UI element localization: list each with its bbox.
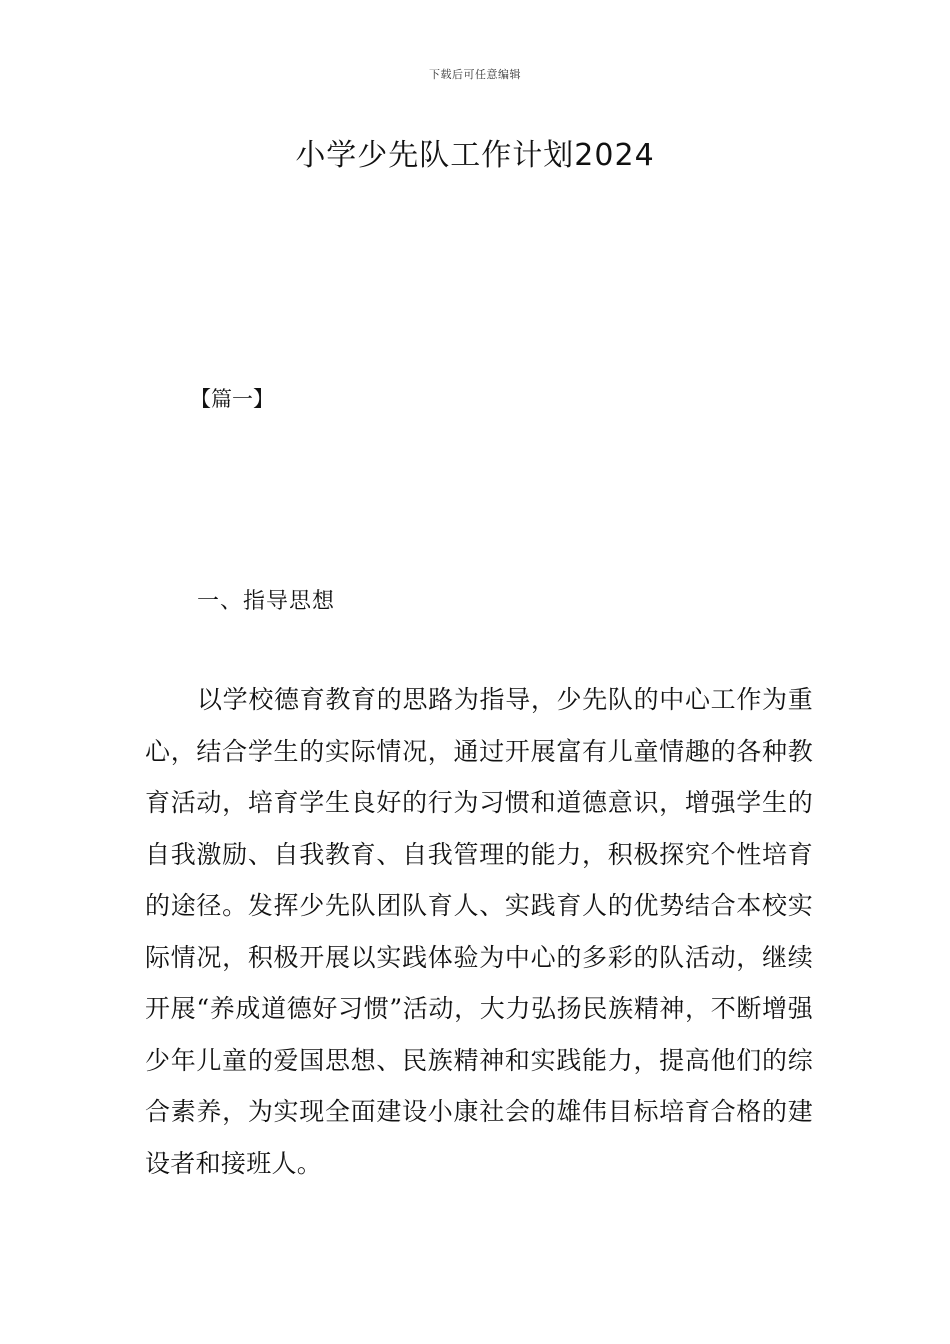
header-note: 下载后可任意编辑 — [429, 68, 521, 81]
body-paragraph: 以学校德育教育的思路为指导，少先队的中心工作为重心，结合学生的实际情况，通过开展富有儿童情趣的各种教育活动，培育学生良好的行为习惯和道德意识，增强学生的自我激励、自我教育、自我管理的能力，积极探究个性培育的途径。发挥少先队团队育人、实践育人的优势结合本校实际情况，积极开展以实践体验为中心的多彩的队活动，继续开展“养成道德好习惯”活动，大力弘扬民族精神，不断增强少年儿童的爱国思想、民族精神和实践能力，提高他们的综合素养，为实现全面建设小康社会的雄伟目标培育合格的建设者和接班人。 — [145, 685, 813, 1178]
document-title: 小学少先队工作计划2024 — [295, 138, 655, 173]
section-tag: 【篇一】 — [190, 387, 274, 411]
section-subheading: 一、指导思想 — [197, 589, 336, 614]
